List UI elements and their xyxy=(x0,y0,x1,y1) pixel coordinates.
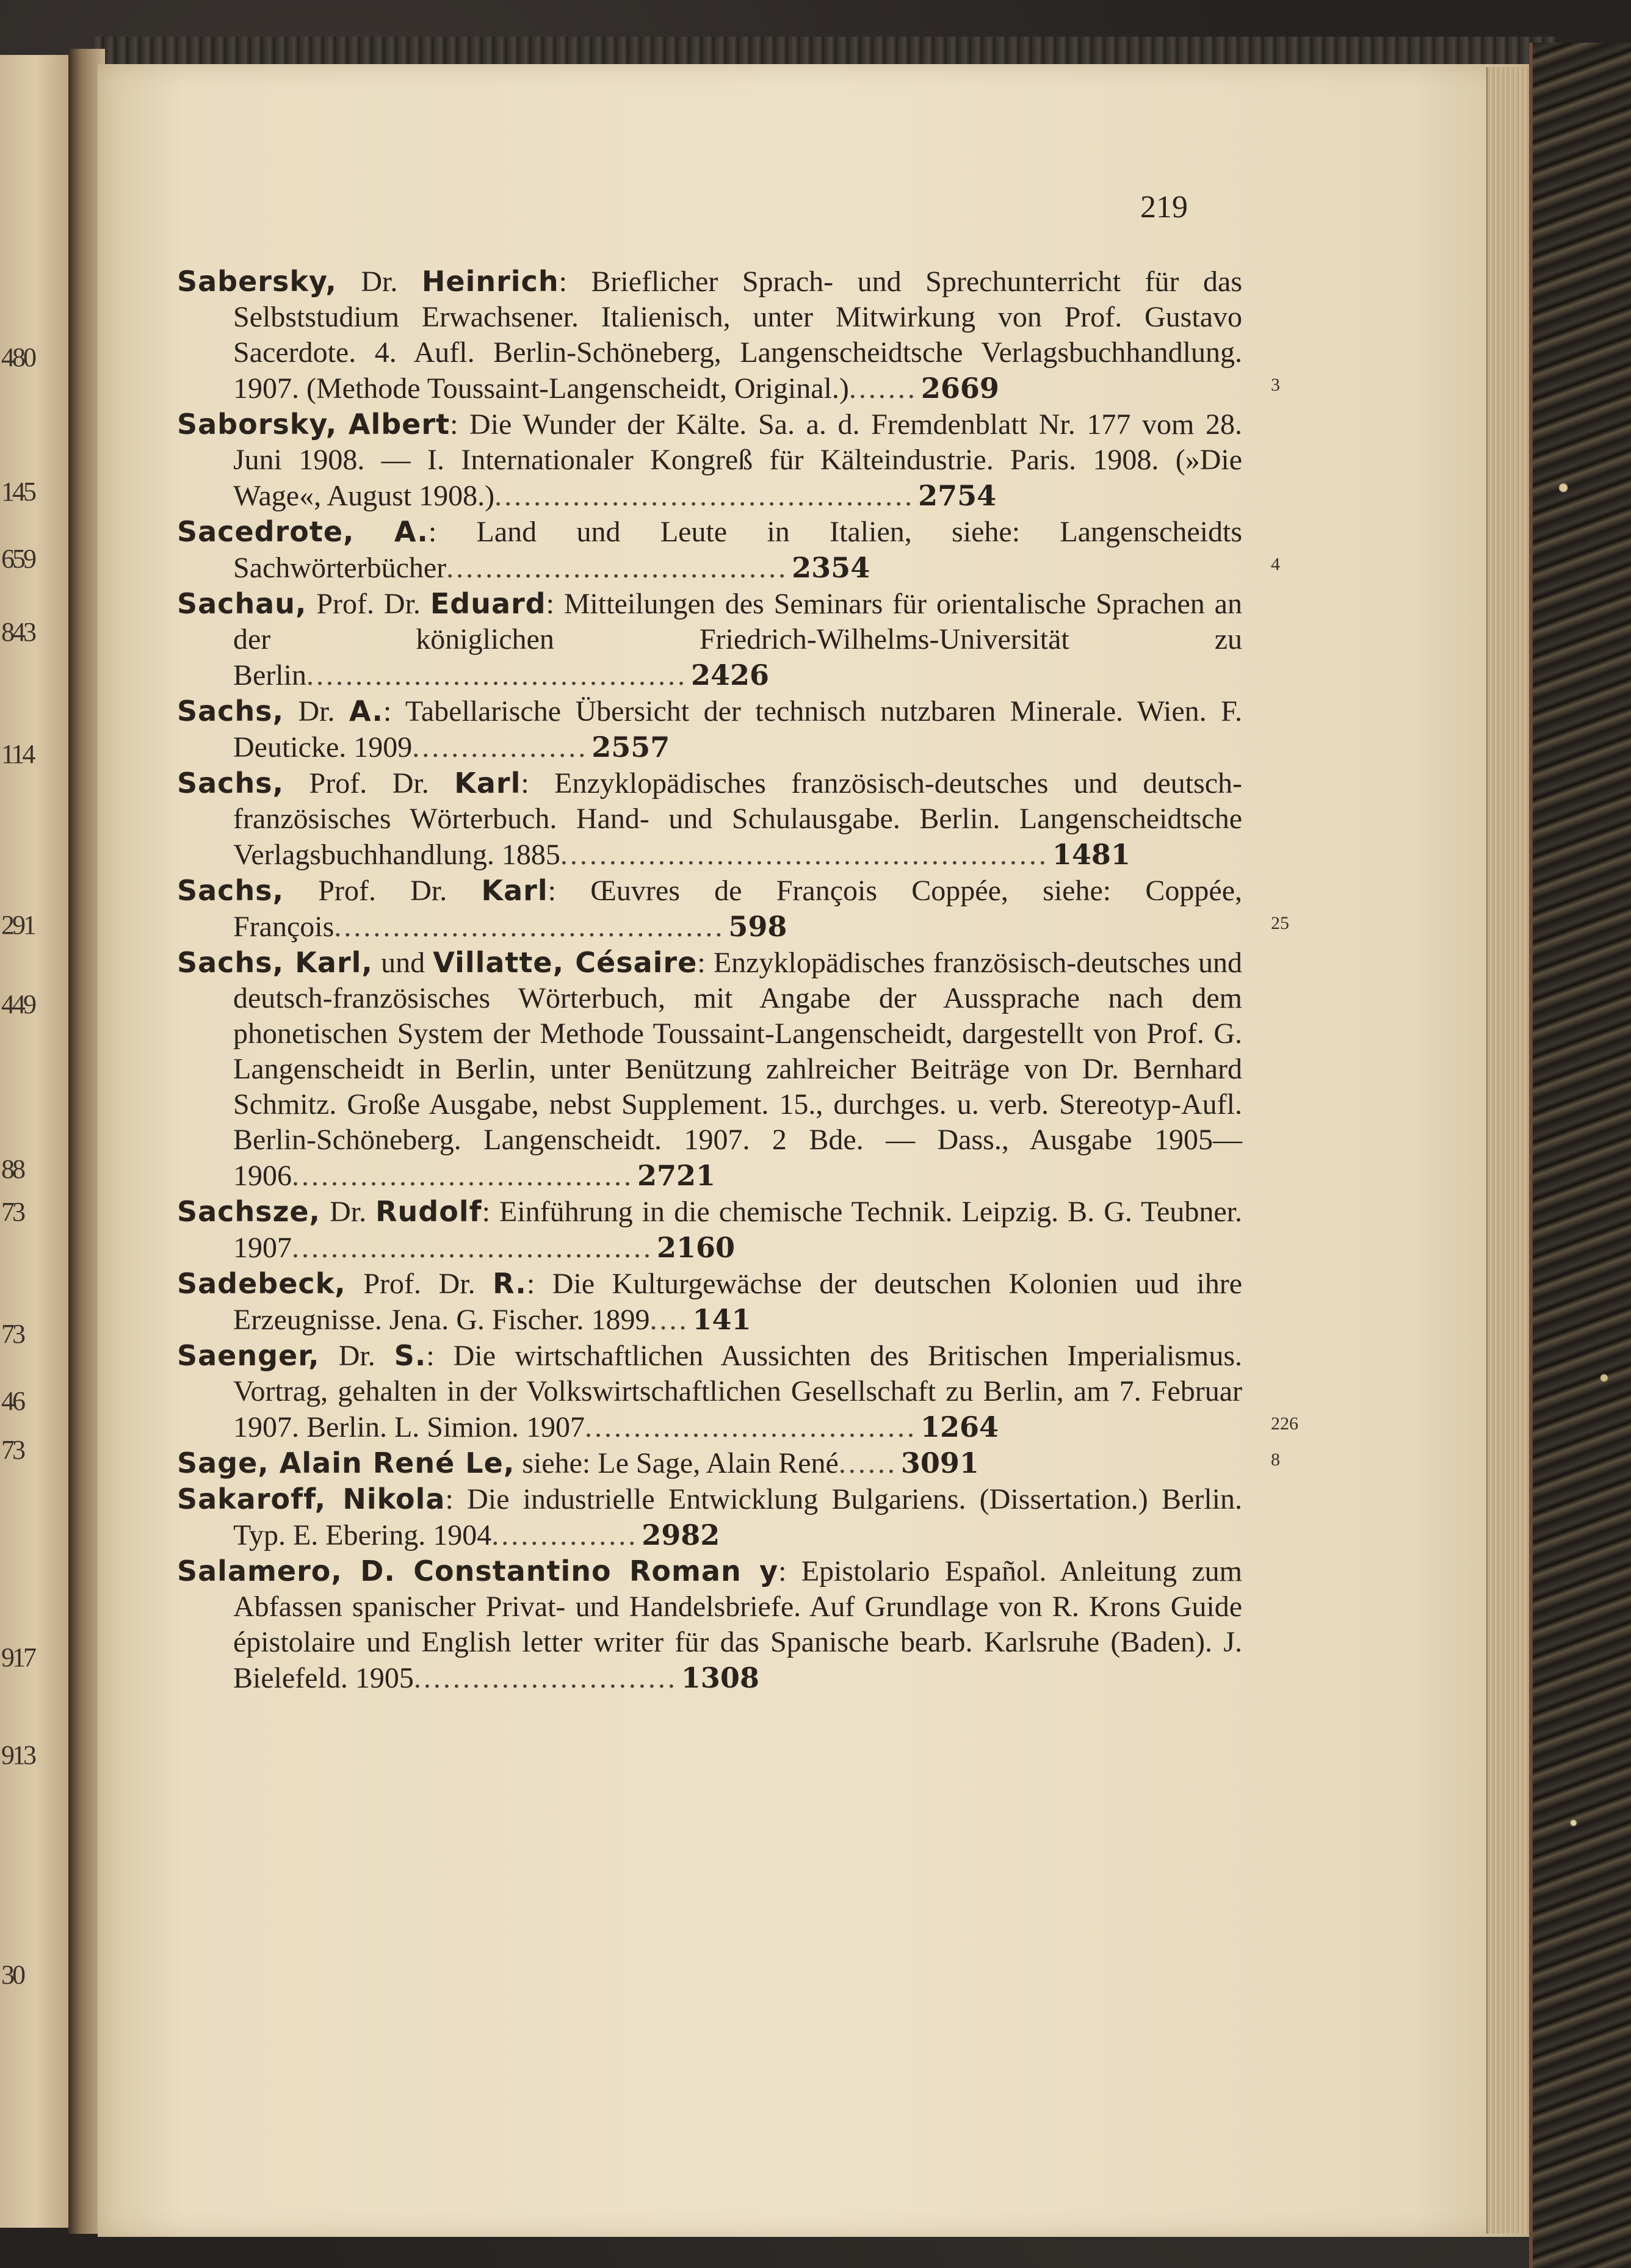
margin-fragment: 73 xyxy=(1,1319,23,1349)
entry-margin-note: 226 xyxy=(1271,1414,1298,1434)
margin-fragment: 917 xyxy=(1,1642,34,1672)
previous-page-edge xyxy=(0,55,72,2228)
entry-reference-number: 141 xyxy=(692,1303,751,1336)
margin-fragment: 291 xyxy=(1,910,34,940)
page-edges xyxy=(1486,67,1530,2234)
margin-fragment: 30 xyxy=(1,1960,23,1990)
leader-dots: ........................................ xyxy=(334,911,725,943)
entry-text: : Die industrielle Entwicklung Bulgariens. (Dissertation.) Berlin. Typ. E. Ebering. 1904 xyxy=(233,1483,1243,1551)
entry-reference-number: 2754 xyxy=(918,479,997,512)
entry-author: Saenger, Dr. S. xyxy=(177,1339,427,1372)
entry-sachs-karl-2 xyxy=(177,873,1289,945)
entry-text: : Die Kulturgewächse der deutschen Kolonien uud ihre Erzeugnisse. Jena. G. Fischer. 1899 xyxy=(233,1268,1243,1336)
margin-fragment: 88 xyxy=(1,1154,23,1184)
entry-reference-number: 2354 xyxy=(792,551,870,584)
entry-reference-number: 2160 xyxy=(657,1231,736,1264)
margin-fragment: 114 xyxy=(1,739,34,769)
leader-dots: ........................................... xyxy=(494,480,915,512)
entry-reference-number: 598 xyxy=(728,910,787,943)
entry-sage xyxy=(177,1445,1280,1481)
entry-text: : Die Wunder der Kälte. Sa. a. d. Fremdenblatt Nr. 177 vom 28. Juni 1908. — I. Internationaler Kongreß für Kälteindustrie. Paris. 1908. (»Die Wage«, August 1908.) xyxy=(233,408,1242,512)
entry-margin-note: 3 xyxy=(1271,375,1280,395)
entry-text: : Die wirtschaftlichen Aussichten des Britischen Imperialismus. Vortrag, gehalten in der Volkswirtschaftlichen Gesellschaft zu Berlin, am 7. Februar 1907. Berlin. L. Simion. 1907 xyxy=(233,1340,1243,1443)
leader-dots: ....... xyxy=(848,372,917,405)
margin-fragment: 73 xyxy=(1,1197,23,1227)
entry-sachs-a xyxy=(177,693,1242,765)
margin-fragment: 480 xyxy=(1,342,34,372)
entry-text: : Enzyklopädisches französisch-deutsches und deutsch-französisches Wörterbuch. Hand- und Schulausgabe. Berlin. Langenscheidtsche Verlagsbuchhandlung. 1885 xyxy=(233,767,1243,871)
entry-reference-number: 2557 xyxy=(591,731,670,764)
margin-fragment: 843 xyxy=(1,617,34,647)
marbled-cover xyxy=(1529,43,1631,2268)
entry-sadebeck xyxy=(177,1266,1242,1338)
entry-author: Sacedrote, A. xyxy=(177,515,429,548)
entry-author: Sachau, Prof. Dr. Eduard xyxy=(177,587,546,620)
entry-author: Sachs, Prof. Dr. Karl xyxy=(177,767,521,800)
entry-text: : Land und Leute in Italien, siehe: Langenscheidts Sachwörterbücher xyxy=(233,516,1242,584)
entry-sakaroff xyxy=(177,1481,1242,1553)
entry-author: Saborsky, Albert xyxy=(177,408,450,441)
entry-text: : Einführung in die chemische Technik. Leipzig. B. G. Teubner. 1907 xyxy=(233,1196,1243,1264)
entry-reference-number: 1481 xyxy=(1052,838,1130,871)
entry-author: Sabersky, Dr. Heinrich xyxy=(177,265,559,298)
entry-saborsky xyxy=(177,406,1242,514)
leader-dots: ................................... xyxy=(446,552,789,584)
leader-dots: ........................... xyxy=(413,1662,678,1694)
entry-author: Sachs, Prof. Dr. Karl xyxy=(177,874,548,907)
margin-fragment: 913 xyxy=(1,1740,34,1770)
margin-fragment: 73 xyxy=(1,1435,23,1465)
entry-author: Sakaroff, Nikola xyxy=(177,1483,446,1515)
entry-sachau xyxy=(177,586,1242,693)
page-number: 219 xyxy=(1140,190,1188,225)
leader-dots: .................................. xyxy=(585,1411,917,1443)
entry-sabersky xyxy=(177,264,1280,406)
leader-dots: ............... xyxy=(491,1519,638,1551)
entry-text: : Tabellarische Übersicht der technisch nutzbaren Minerale. Wien. F. Deuticke. 1909 xyxy=(233,695,1243,764)
entry-reference-number: 2721 xyxy=(637,1159,716,1192)
entry-text: : Epistolario Español. Anleitung zum Abfassen spanischer Privat- und Handelsbriefe. Auf Grundlage von R. Krons Guide épistolaire und English letter writer für das Spanische bearb. Karlsruhe (Baden). J. Bielefeld. 1905 xyxy=(233,1555,1242,1694)
entry-reference-number: 1264 xyxy=(920,1410,999,1443)
entry-margin-note: 8 xyxy=(1271,1450,1280,1470)
entry-author: Sachsze, Dr. Rudolf xyxy=(177,1195,482,1228)
entry-text: : Œuvres de François Coppée, siehe: Coppée, François xyxy=(233,875,1242,943)
leader-dots: ................................... xyxy=(292,1160,634,1192)
entry-reference-number: 2426 xyxy=(690,659,770,692)
leader-dots: ...... xyxy=(838,1447,897,1479)
entry-saenger xyxy=(177,1338,1298,1445)
leader-dots: .... xyxy=(649,1304,689,1336)
leader-dots: ..................................... xyxy=(292,1232,653,1264)
entry-text: : Brieflicher Sprach- und Sprechunterricht für das Selbststudium Erwachsener. Italienisch, unter Mitwirkung von Prof. Gustavo Sacerdote. 4. Aufl. Berlin-Schöneberg, Langenscheidtsche Verlagsbuchhandlung. 1907. (Methode Toussaint-Langenscheidt, Original.) xyxy=(233,265,1243,405)
margin-fragment: 46 xyxy=(1,1386,23,1416)
entry-margin-note: 4 xyxy=(1271,554,1280,574)
entry-author: Sachs, Dr. A. xyxy=(177,695,383,728)
entry-text: : Mitteilungen des Seminars für orientalische Sprachen an der königlichen Friedrich-Wilhelms-Universität zu Berlin xyxy=(233,588,1242,692)
leader-dots: .................. xyxy=(412,731,588,764)
entry-reference-number: 1308 xyxy=(681,1661,759,1694)
entry-author: Sachs, Karl, und Villatte, Césaire xyxy=(177,946,698,979)
margin-fragment: 145 xyxy=(1,477,34,507)
entry-author: Sadebeck, Prof. Dr. R. xyxy=(177,1267,527,1300)
bibliography-entries xyxy=(177,264,1298,1696)
entry-sachs-villatte xyxy=(177,945,1242,1194)
entry-reference-number: 3091 xyxy=(900,1446,979,1479)
entry-author: Sage, Alain René Le, xyxy=(177,1446,515,1479)
entry-margin-note: 25 xyxy=(1271,913,1289,933)
margin-fragment: 449 xyxy=(1,989,34,1019)
entry-reference-number: 2669 xyxy=(920,372,999,405)
entry-text: : Enzyklopädisches französisch-deutsches und deutsch-französisches Wörterbuch, mit Angabe der Aussprache nach dem phonetischen System der Methode Toussaint-Langenscheidt, dargestellt von Prof. G. Langenscheidt in Berlin, unter Benützung zahlreicher Beiträge von Dr. Bernhard Schmitz. Große Ausgabe, nebst Supplement. 15., durchges. u. verb. Stereotyp-Aufl. Berlin-Schöneberg. Langenscheidt. 1907. 2 Bde. — Dass., Ausgabe 1905—1906 xyxy=(233,947,1243,1192)
entry-sachsze xyxy=(177,1194,1242,1266)
entry-salamero xyxy=(177,1553,1242,1696)
entry-sachs-karl-1 xyxy=(177,765,1242,873)
entry-author: Salamero, D. Constantino Roman y xyxy=(177,1555,779,1587)
entry-text: siehe: Le Sage, Alain René xyxy=(515,1447,839,1479)
entry-sacedrote xyxy=(177,514,1280,586)
entry-reference-number: 2982 xyxy=(642,1519,720,1551)
leader-dots: ....................................... xyxy=(306,659,687,692)
leader-dots: .................................................. xyxy=(560,839,1049,871)
margin-fragment: 659 xyxy=(1,544,34,574)
